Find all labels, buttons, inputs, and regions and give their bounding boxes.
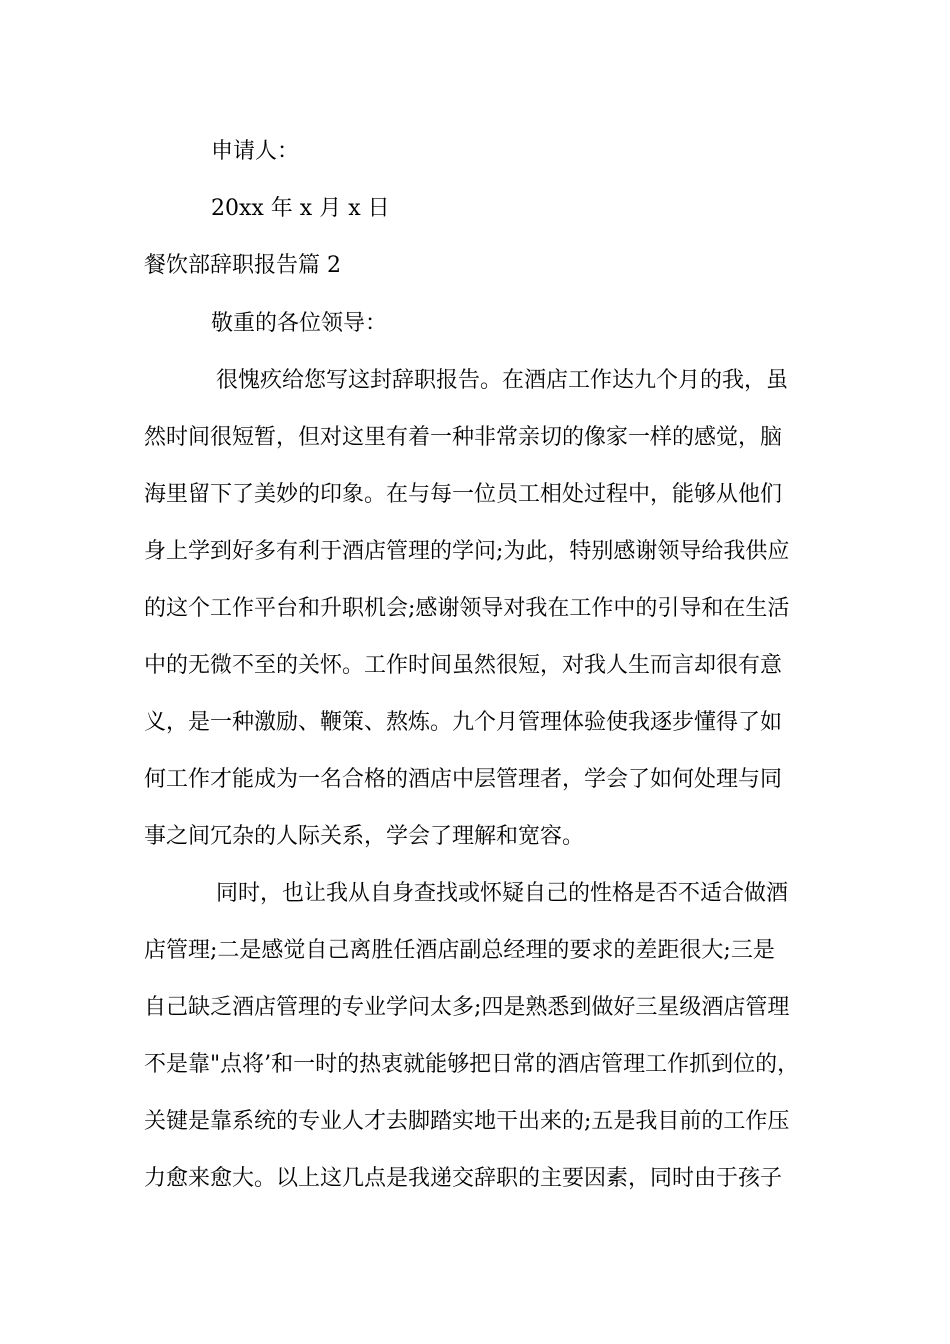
paragraph-1-line: 事之间冗杂的人际关系，学会了理解和宽容。 — [144, 824, 585, 849]
paragraph-2-line: 同时，也让我从自身查找或怀疑自己的性格是否不适合做酒 — [216, 881, 789, 906]
applicant-label: 申请人： — [211, 139, 300, 164]
section-title: 餐饮部辞职报告篇 2 — [144, 253, 341, 278]
paragraph-2-line: 店管理;二是感觉自己离胜任酒店副总经理的要求的差距很大;三是 — [144, 938, 775, 963]
paragraph-1-line: 很愧疚给您写这封辞职报告。在酒店工作达九个月的我，虽 — [216, 368, 789, 393]
paragraph-1-line: 义，是一种激励、鞭策、熬炼。九个月管理体验使我逐步懂得了如 — [144, 710, 783, 735]
salutation: 敬重的各位领导： — [211, 311, 388, 336]
paragraph-1-line: 然时间很短暂，但对这里有着一种非常亲切的像家一样的感觉，脑 — [144, 425, 783, 450]
paragraph-2-line: 不是靠"点将’和一时的热衷就能够把日常的酒店管理工作抓到位的， — [144, 1052, 800, 1077]
paragraph-1-line: 身上学到好多有利于酒店管理的学问;为此，特别感谢领导给我供应 — [144, 539, 790, 564]
paragraph-1-line: 何工作才能成为一名合格的酒店中层管理者，学会了如何处理与同 — [144, 767, 783, 792]
paragraph-2-line: 关键是靠系统的专业人才去脚踏实地干出来的;五是我目前的工作压 — [144, 1109, 790, 1134]
paragraph-1-line: 的这个工作平台和升职机会;感谢领导对我在工作中的引导和在生活 — [144, 596, 790, 621]
paragraph-1-line: 中的无微不至的关怀。工作时间虽然很短，对我人生而言却很有意 — [144, 653, 783, 678]
paragraph-2-line: 力愈来愈大。以上这几点是我递交辞职的主要因素，同时由于孩子 — [144, 1166, 783, 1191]
paragraph-2-line: 自己缺乏酒店管理的专业学问太多;四是熟悉到做好三星级酒店管理 — [144, 995, 790, 1020]
paragraph-1-line: 海里留下了美妙的印象。在与每一位员工相处过程中，能够从他们 — [144, 482, 783, 507]
date-line: 20xx 年 x 月 x 日 — [211, 196, 390, 221]
